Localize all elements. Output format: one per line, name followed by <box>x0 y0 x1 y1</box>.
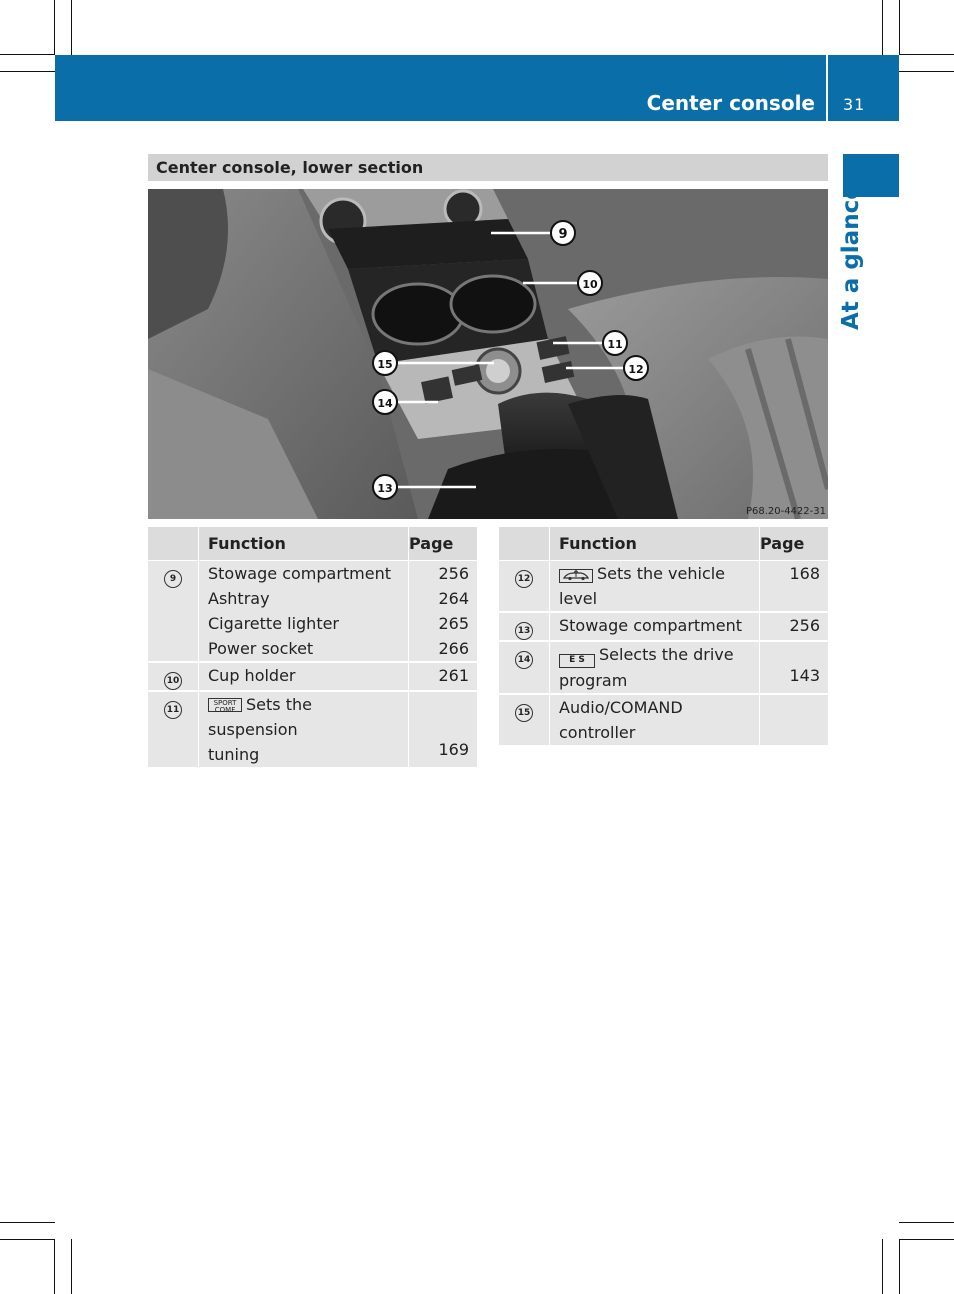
table-row <box>148 691 477 768</box>
page-ref: 264 <box>438 589 469 608</box>
side-tab-label: At a glance <box>838 184 864 330</box>
page-number: 31 <box>843 95 866 114</box>
crop-mark <box>54 0 55 55</box>
photo-code: P68.20-4422-31 <box>745 506 826 517</box>
svg-text:9: 9 <box>558 227 568 242</box>
table-row <box>148 662 477 691</box>
vehicle-level-icon <box>559 569 593 583</box>
svg-text:14: 14 <box>377 397 393 410</box>
table-header-row <box>148 527 477 561</box>
table-row <box>148 561 477 663</box>
crop-mark <box>899 1222 954 1223</box>
col-number-header <box>148 527 199 561</box>
item-number: 13 <box>515 622 533 640</box>
table-header-row <box>499 527 828 561</box>
function-text: Audio/COMAND controller <box>559 698 683 742</box>
page-ref: 168 <box>789 564 820 583</box>
svg-text:12: 12 <box>628 363 644 376</box>
crop-mark <box>899 54 954 55</box>
item-number: 11 <box>164 701 182 719</box>
col-number-header <box>499 527 550 561</box>
col-function-header: Function <box>199 527 409 561</box>
function-text: Sets the vehicle level <box>559 564 726 608</box>
callout-10 <box>578 271 602 295</box>
crop-mark <box>71 1239 72 1294</box>
crop-mark <box>899 1239 954 1240</box>
function-text: Stowage compartment <box>559 616 743 635</box>
item-number: 14 <box>515 651 533 669</box>
function-text: Ashtray <box>208 589 270 608</box>
function-text: Stowage compartment <box>208 564 392 583</box>
svg-text:13: 13 <box>377 482 393 495</box>
crop-mark <box>899 0 900 55</box>
svg-text:15: 15 <box>377 358 393 371</box>
crop-mark <box>54 1239 55 1294</box>
crop-mark <box>882 1239 883 1294</box>
table-row <box>499 641 828 694</box>
function-text: Selects the drive <box>599 645 734 664</box>
table-row <box>499 694 828 746</box>
col-page-header: Page <box>409 527 478 561</box>
callout-14 <box>373 390 397 414</box>
function-text: program <box>559 671 628 690</box>
center-console-photo <box>148 189 828 519</box>
console-illustration <box>148 189 828 519</box>
crop-mark <box>0 71 55 72</box>
function-table-right <box>499 527 828 747</box>
function-table-left <box>148 527 477 769</box>
function-text: Cup holder <box>208 666 296 685</box>
page-ref: 265 <box>438 614 469 633</box>
callout-12 <box>624 356 648 380</box>
crop-mark <box>71 0 72 55</box>
page-ref: 169 <box>438 740 469 759</box>
crop-mark <box>882 0 883 55</box>
item-number: 9 <box>164 570 182 588</box>
crop-mark <box>0 1222 55 1223</box>
function-text: Power socket <box>208 639 314 658</box>
header-title: Center console <box>646 91 815 115</box>
header-separator <box>826 55 828 121</box>
page-ref: 256 <box>438 564 469 583</box>
col-function-header: Function <box>550 527 760 561</box>
item-number: 15 <box>515 704 533 722</box>
page-ref: 266 <box>438 639 469 658</box>
callout-13 <box>373 475 397 499</box>
page-ref: 256 <box>789 616 820 635</box>
col-page-header: Page <box>760 527 829 561</box>
crop-mark <box>0 54 55 55</box>
header-bar <box>55 55 899 121</box>
function-text: tuning <box>208 745 260 764</box>
svg-text:11: 11 <box>607 338 623 351</box>
sport-comfort-icon: SPORT COMF <box>208 698 242 712</box>
drive-program-icon: E S <box>559 654 595 668</box>
crop-mark <box>0 1239 55 1240</box>
page-ref: 143 <box>789 666 820 685</box>
function-text: Sets the suspension <box>208 695 312 739</box>
callout-15 <box>373 351 397 375</box>
table-row <box>499 612 828 641</box>
item-number: 12 <box>515 570 533 588</box>
section-title: Center console, lower section <box>148 154 828 181</box>
callout-11 <box>603 331 627 355</box>
crop-mark <box>899 71 954 72</box>
function-text: Cigarette lighter <box>208 614 340 633</box>
callout-9 <box>551 221 575 245</box>
table-row <box>499 561 828 613</box>
page-ref: 261 <box>438 666 469 685</box>
svg-text:10: 10 <box>582 278 598 291</box>
item-number: 10 <box>164 672 182 690</box>
crop-mark <box>899 1239 900 1294</box>
